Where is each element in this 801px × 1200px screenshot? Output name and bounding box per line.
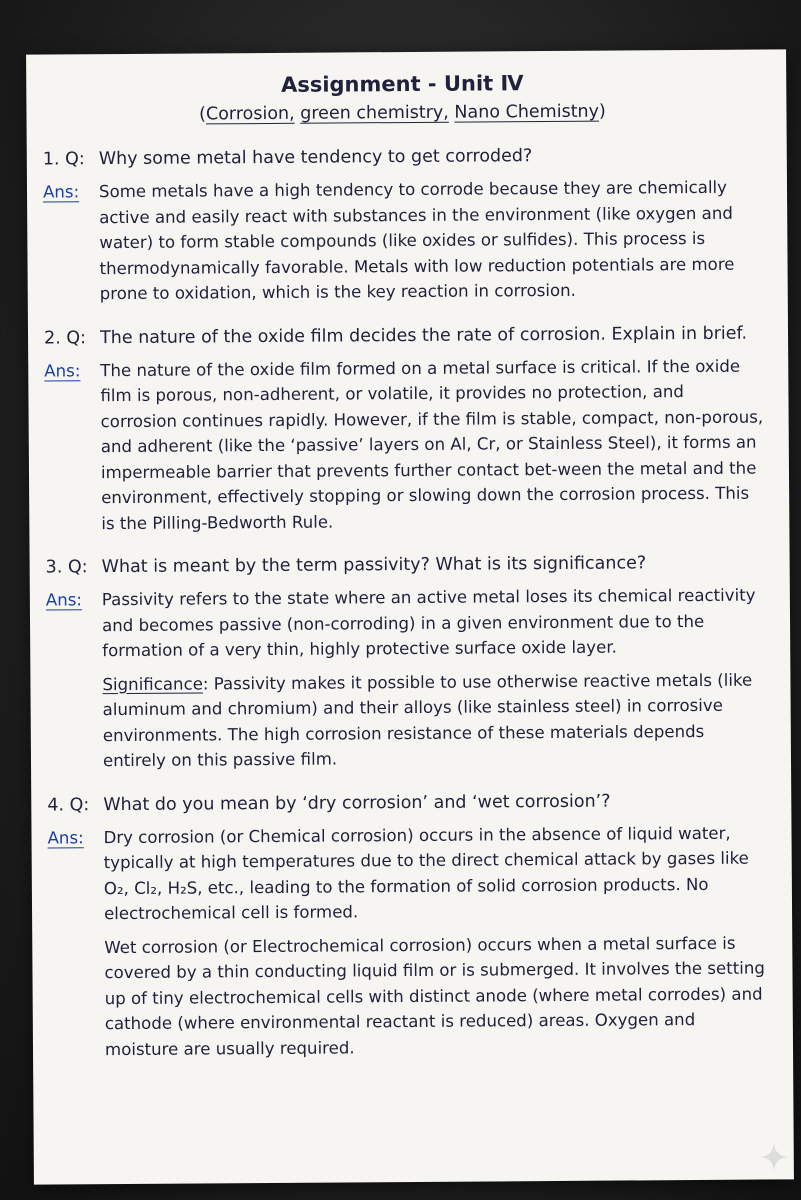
subtitle-open-paren: (: [199, 104, 207, 125]
subtitle-topic-corrosion: Corrosion,: [205, 103, 295, 125]
question-2: [44, 320, 764, 352]
answer-text: The nature of the oxide film formed on a metal surface is critical. If the oxide film is porous, non-adherent, or volatile, it provides no protection, and corrosion continues rapidly. However, if the film is stable, compact, non-porous, and adherent (like the ‘passive’ layers on Al, Cr, or Stainless Steel), it forms an impermeable barrier that prevents further contact bet-ween the metal and the environment, effectively stopping or slowing down the corrosion process. This is the Pilling-Bedworth Rule.: [100, 356, 764, 533]
subtitle-close-paren: ): [598, 101, 606, 122]
question-text: What do you mean by ‘dry corrosion’ and ‘wet corrosion’?: [103, 791, 611, 815]
answer-3: [46, 583, 767, 775]
significance-text: : Passivity makes it possible to use otherwise reactive metals (like aluminum and chromium) and their alloys (like stainless steel) in corrosive environments. The high corrosion resistance of these materials depends entirely on this passive film.: [102, 670, 753, 771]
sparkle-icon: [759, 1142, 789, 1172]
answer-text: Passivity refers to the state where an active metal loses its chemical reactivity and becomes passive (non-corroding) in a given environment due to the formation of a very thin, highly protective surface oxide layer.: [101, 585, 756, 661]
question-number: 1. Q:: [42, 149, 85, 170]
question-number: 3. Q:: [45, 557, 88, 578]
question-number: 4. Q:: [47, 794, 90, 816]
question-4: [47, 787, 767, 819]
assignment-sheet: [26, 49, 794, 1184]
question-text: What is meant by the term passivity? What is its significance?: [101, 553, 647, 578]
question-block-4: [47, 787, 769, 1063]
answer-label: Ans:: [42, 182, 80, 202]
answer-2: [44, 353, 765, 537]
question-text: The nature of the oxide film decides the rate of corrosion. Explain in brief.: [99, 323, 748, 348]
question-1: [43, 142, 763, 174]
answer-label: Ans:: [44, 360, 81, 381]
question-block-3: [46, 550, 768, 775]
answer-label: Ans:: [47, 827, 84, 848]
question-number: 2. Q:: [43, 327, 87, 349]
answer-text-dry-corrosion: Dry corrosion (or Chemical corrosion) occurs in the absence of liquid water, typically at high temperatures due to the direct chemical attack by gases like O₂, Cl₂, H₂S, etc., leading to the formation of solid corrosion products. No electrochemical cell is formed.: [103, 823, 749, 924]
subtitle-topic-nano-chemistry: Nano Chemistny: [454, 101, 600, 123]
answer-text: Some metals have a high tendency to corrode because they are chemically active and easily react with substances in the environment (like oxygen and water) to form stable compounds (like oxides or sulfides). This process is thermodynamically favorable. Metals with low reduction potentials are more prone to oxidation, which is the key reaction in corrosion.: [98, 177, 735, 304]
page-subtitle: [42, 98, 762, 129]
answer-1: [43, 175, 764, 308]
answer-label: Ans:: [45, 590, 83, 610]
page-title: Assignment - Unit Ⅳ: [280, 71, 524, 97]
question-3: [46, 550, 766, 582]
answer-text-wet-corrosion: Wet corrosion (or Electrochemical corrosion) occurs when a metal surface is covered by a thin conducting liquid film or is submerged. It involves the setting up of tiny electrochemical cells with distinct anode (where metal corrodes) and cathode (where environmental reactant is reduced) areas. Oxygen and moisture are usually required.: [104, 933, 765, 1059]
question-text: Why some metal have tendency to get corroded?: [98, 146, 533, 170]
significance-label: Significance: [102, 673, 203, 694]
significance-paragraph: [102, 667, 767, 774]
subtitle-topic-green-chemistry: green chemistry,: [300, 102, 449, 124]
question-block-2: [44, 320, 765, 537]
answer-4: [47, 820, 769, 1063]
question-block-1: [43, 142, 764, 308]
